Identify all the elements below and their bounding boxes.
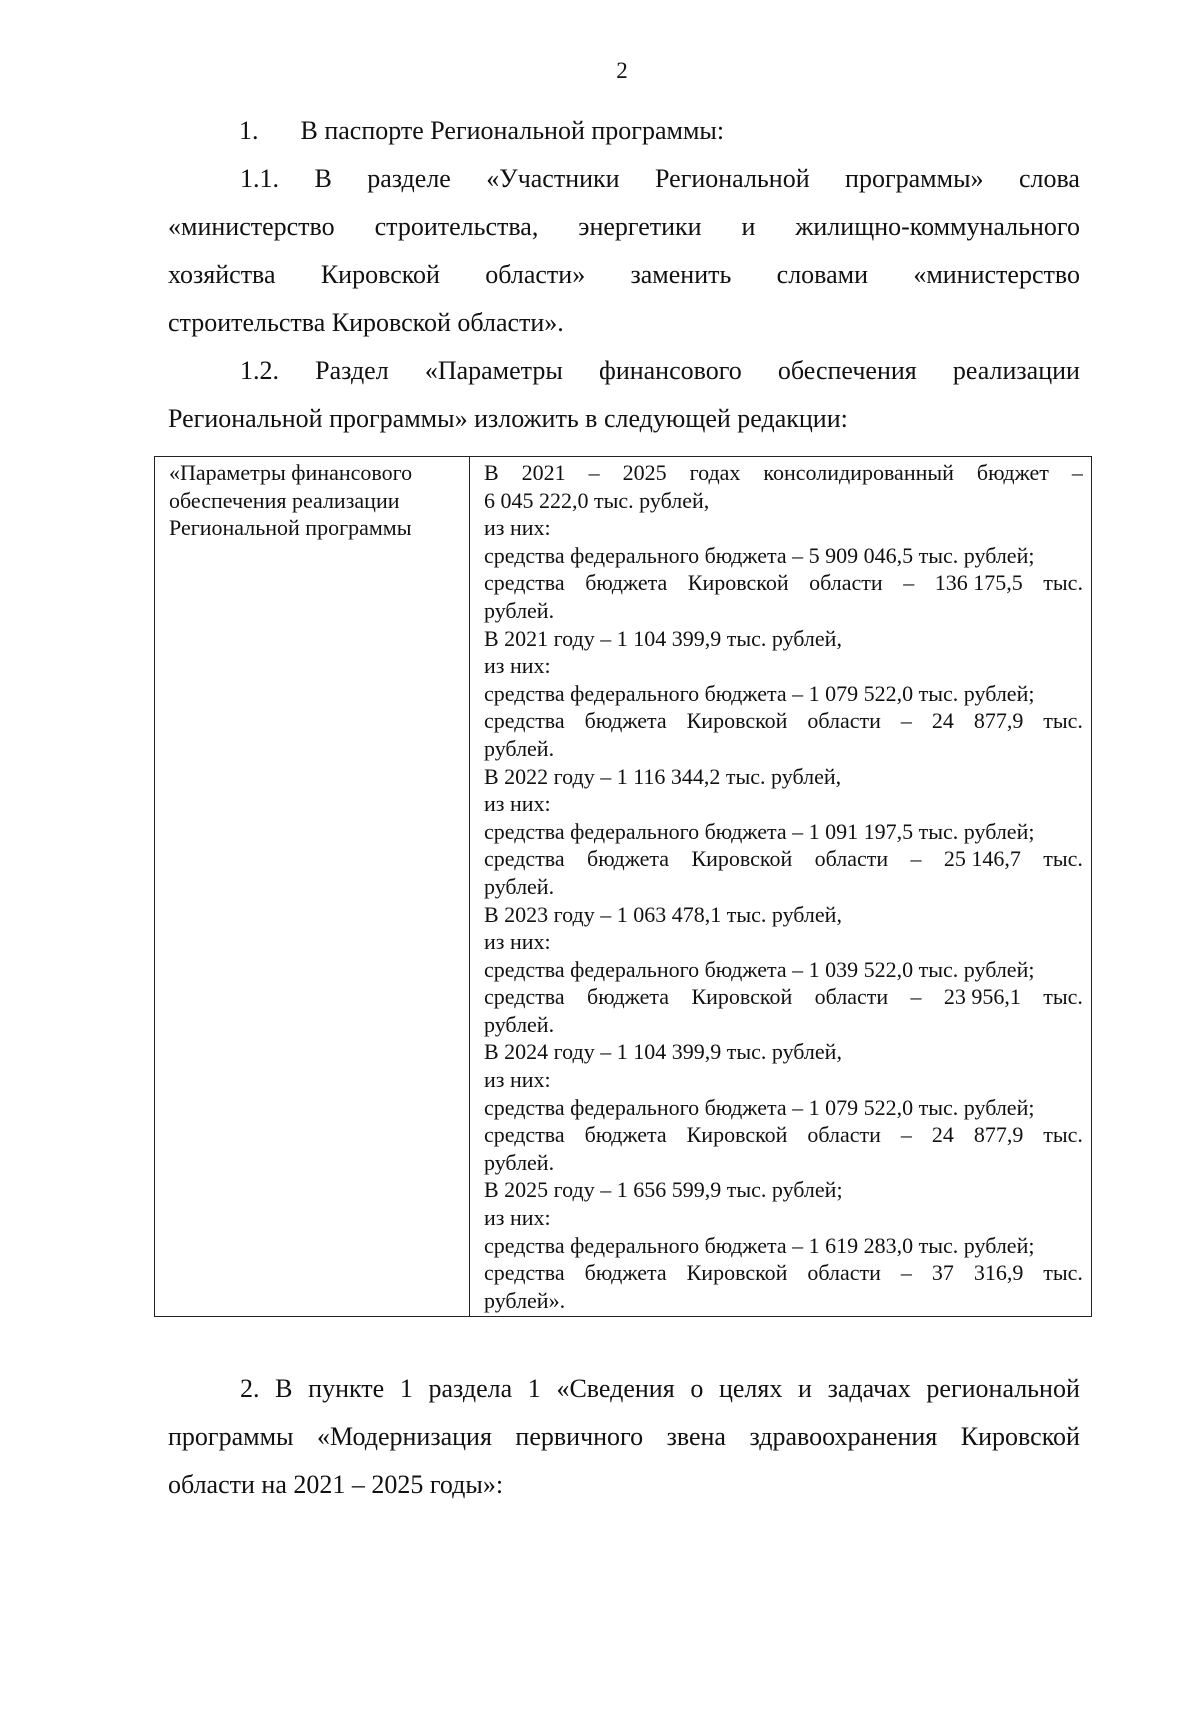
word: Кировской: [687, 570, 789, 596]
text-line: [168, 1413, 1080, 1461]
word: средства: [484, 1260, 565, 1286]
year-block: [484, 901, 1083, 1039]
word: 37: [931, 1260, 954, 1286]
of-which: из них:: [484, 653, 551, 679]
of-which: из них:: [484, 929, 551, 955]
year-total: В 2025 году – 1 656 599,9 тыс. рублей;: [484, 1177, 843, 1203]
table-row: [155, 457, 1092, 1317]
word: Кировской: [686, 1260, 788, 1286]
word: строительства,: [374, 212, 539, 241]
word: бюджета: [587, 846, 670, 872]
word: области: [809, 570, 883, 596]
of-which: из них:: [484, 1067, 551, 1093]
paragraph-1: [168, 107, 1080, 155]
word: Региональной: [655, 164, 810, 193]
word: «Участники: [486, 164, 620, 193]
word: средства: [484, 708, 565, 734]
year-total: В 2024 году – 1 104 399,9 тыс. рублей,: [484, 1039, 842, 1065]
word: Кировской: [960, 1422, 1080, 1451]
word: Кировской: [691, 984, 793, 1010]
word: реализации: [952, 356, 1080, 385]
word: программы: [168, 1422, 294, 1451]
word: финансового: [598, 356, 742, 385]
rubles-label: рублей.: [484, 873, 555, 899]
word: здравоохранения: [749, 1422, 938, 1451]
word: области: [807, 708, 881, 734]
year-regional: [484, 1259, 1083, 1287]
rubles-label: рублей».: [484, 1287, 566, 1313]
word: 1.1.: [240, 164, 279, 193]
word: «Модернизация: [317, 1422, 492, 1451]
word: Кировской: [686, 708, 788, 734]
word: хозяйства: [168, 260, 276, 289]
word: средства: [484, 570, 565, 596]
word: 2021: [521, 460, 566, 485]
word: 1: [399, 1374, 413, 1403]
of-which: из них:: [484, 791, 551, 817]
word: слова: [1018, 164, 1080, 193]
word: Кировской: [686, 1122, 788, 1148]
word: о: [690, 1374, 704, 1403]
word: тыс.: [1043, 570, 1083, 596]
word: 24: [931, 708, 954, 734]
total-amount: 6 045 222,0 тыс. рублей,: [484, 487, 710, 513]
year-regional: [484, 1121, 1083, 1149]
year-block: [484, 625, 1083, 763]
total-federal: средства федерального бюджета – 5 909 046,5 тыс. рублей;: [484, 542, 1035, 568]
year-regional: [484, 845, 1083, 873]
word: области: [807, 1260, 881, 1286]
word: словами: [776, 260, 869, 289]
year-federal: средства федерального бюджета – 1 619 283,0 тыс. рублей;: [484, 1232, 1035, 1258]
word: –: [900, 1122, 912, 1148]
year-block: [484, 1038, 1083, 1176]
word: бюджета: [584, 1260, 667, 1286]
rubles-label: рублей.: [484, 735, 555, 761]
word: бюджета: [584, 1122, 667, 1148]
word: жилищно-коммунального: [795, 212, 1080, 241]
word: –: [588, 460, 600, 485]
word: заменить: [630, 260, 732, 289]
word: звена: [666, 1422, 726, 1451]
paragraph-2: [168, 1365, 1080, 1509]
word: тыс.: [1043, 1122, 1083, 1148]
word: разделе: [367, 164, 451, 193]
word: области: [807, 1122, 881, 1148]
page-number: 2: [616, 58, 628, 83]
word: Раздел: [315, 356, 389, 385]
word: –: [910, 984, 922, 1010]
word: области»: [485, 260, 586, 289]
total-budget-line: [484, 459, 1083, 487]
word: 877,9: [973, 1122, 1024, 1148]
word: «Сведения: [556, 1374, 675, 1403]
text-line: [168, 203, 1080, 251]
word: «министерство: [913, 260, 1080, 289]
paragraph-1-1: [168, 155, 1080, 347]
word: –: [903, 570, 915, 596]
rubles-label: рублей.: [484, 1011, 555, 1037]
word: 316,9: [973, 1260, 1024, 1286]
paragraph-1-2: [168, 347, 1080, 443]
text-line: [168, 155, 1080, 203]
word: области: [814, 984, 889, 1010]
word: тыс.: [1043, 1260, 1083, 1286]
financing-table: [154, 456, 1092, 1317]
word: пункте: [308, 1374, 385, 1403]
item-text: В паспорте Региональной программы:: [300, 116, 725, 145]
text-line: [168, 347, 1080, 395]
year-total: В 2021 году – 1 104 399,9 тыс. рублей,: [484, 625, 842, 651]
word: тыс.: [1043, 846, 1083, 872]
word: Кировской: [320, 260, 440, 289]
word: 1: [527, 1374, 541, 1403]
year-federal: средства федерального бюджета – 1 039 522,0 тыс. рублей;: [484, 956, 1035, 982]
word: 1.2.: [240, 356, 279, 385]
word: 877,9: [973, 708, 1024, 734]
word: области: [814, 846, 889, 872]
year-federal: средства федерального бюджета – 1 091 197,5 тыс. рублей;: [484, 818, 1035, 844]
of-which: из них:: [484, 1205, 551, 1231]
word: бюджета: [585, 570, 668, 596]
word: –: [900, 1260, 912, 1286]
word: годах: [689, 460, 741, 485]
word: первичного: [515, 1422, 644, 1451]
word: –: [910, 846, 922, 872]
year-regional: [484, 707, 1083, 735]
year-total: В 2023 году – 1 063 478,1 тыс. рублей,: [484, 901, 842, 927]
word: 25 146,7: [943, 846, 1021, 872]
word: и: [741, 212, 756, 241]
word: целях: [718, 1374, 783, 1403]
word: В: [314, 164, 332, 193]
word: –: [900, 708, 912, 734]
word: бюджета: [587, 984, 670, 1010]
word: задачах: [827, 1374, 911, 1403]
word: 2025: [622, 460, 667, 485]
parameter-value-cell: В 2021 – 2025 годах консолидированный бюджет – 6 045 222,0 тыс. рублей, из них: средства федерального бюджета – 5 909 046,5 тыс. рублей; средства бюджета Кировской области – 136 175,5 тыс. рублей. В 2021 году – 1 104 399,9 тыс. рублей, из них: средства федерального бюджета – 1 079 522,0 тыс. рублей; средства бюджета Кировской области – 24 877,9 тыс. рублей. В 2022 году – 1 116 344,2 тыс. рублей, из них: средства федерального бюджета – 1 091 197,5 тыс. рублей; средства бюджета Кировской области – 25 146,7 тыс. рублей. В 2023 году – 1 063 478,1 тыс. рублей, из них: средства федерального бюджета – 1 039 522,0 тыс. рублей; средства бюджета Кировской области – 23 956,1 тыс. рублей. В 2024 году – 1 104 399,9 тыс. рублей, из них: средства федерального бюджета – 1 079 522,0 тыс. рублей; средства бюджета Кировской области – 24 877,9 тыс. рублей. В 2025 году – 1 656 599,9 тыс. рублей; из них: средства федерального бюджета – 1 619 283,0 тыс. рублей; средства бюджета Кировской области – 37 316,9 тыс. рублей».: [470, 457, 1092, 1317]
text-line: [168, 1365, 1080, 1413]
word: 136 175,5: [934, 570, 1023, 596]
word: бюджет: [976, 460, 1049, 485]
word: консолидированный: [763, 460, 954, 485]
word: энергетики: [578, 212, 702, 241]
year-block: [484, 763, 1083, 901]
rubles-label: рублей.: [484, 1149, 555, 1175]
years-list: [484, 625, 1083, 1315]
word: обеспечения: [777, 356, 917, 385]
word: 23 956,1: [943, 984, 1021, 1010]
word: 24: [931, 1122, 954, 1148]
parameter-name-cell: «Параметры финансового обеспечения реализации Региональной программы: [155, 457, 470, 1317]
item-number: 1.: [239, 116, 259, 145]
word: региональной: [926, 1374, 1080, 1403]
word: средства: [484, 846, 565, 872]
text-line: строительства Кировской области».: [168, 308, 564, 337]
word: программы»: [845, 164, 984, 193]
word: раздела: [428, 1374, 513, 1403]
year-federal: средства федерального бюджета – 1 079 522,0 тыс. рублей;: [484, 680, 1035, 706]
text-line: Региональной программы» изложить в следующей редакции:: [168, 404, 848, 433]
word: средства: [484, 984, 565, 1010]
total-regional: [484, 569, 1083, 597]
year-regional: [484, 983, 1083, 1011]
word: –: [1071, 460, 1083, 485]
word: «министерство: [168, 212, 335, 241]
year-federal: средства федерального бюджета – 1 079 522,0 тыс. рублей;: [484, 1094, 1035, 1120]
word: тыс.: [1043, 708, 1083, 734]
word: и: [798, 1374, 812, 1403]
year-total: В 2022 году – 1 116 344,2 тыс. рублей,: [484, 763, 842, 789]
word: средства: [484, 1122, 565, 1148]
year-block: [484, 1176, 1083, 1314]
text-line: области на 2021 – 2025 годы»:: [168, 1470, 504, 1499]
word: В: [484, 460, 499, 485]
word: «Параметры: [424, 356, 563, 385]
word: В: [275, 1374, 293, 1403]
word: 2.: [240, 1374, 260, 1403]
word: бюджета: [584, 708, 667, 734]
word: Кировской: [691, 846, 793, 872]
text-line: [168, 251, 1080, 299]
word: тыс.: [1043, 984, 1083, 1010]
